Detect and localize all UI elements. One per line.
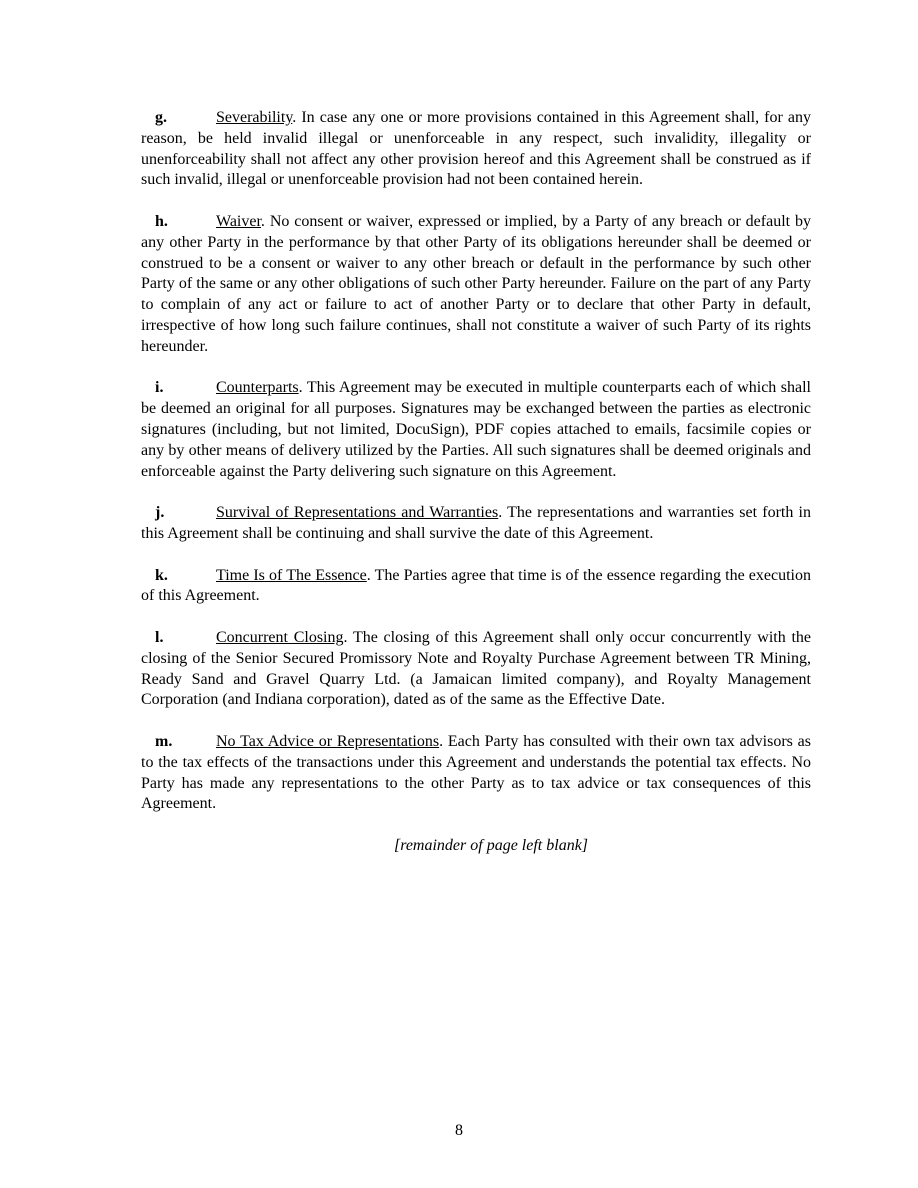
section-title: Concurrent Closing (216, 628, 344, 646)
section-title: No Tax Advice or Representations (216, 732, 440, 750)
section-time-essence (141, 566, 811, 608)
section-text: . In case any one or more provisions contained in this Agreement shall, for any reason, be held invalid illegal or unenforceable in any respect, such invalidity, illegality or unenforceability shall not affect any other provision hereof and this Agreement shall be construed as if such invalid, illegal or unenforceable provision had not been contained herein. (141, 109, 811, 189)
section-counterparts (141, 378, 811, 482)
section-letter: j. (155, 504, 165, 522)
section-text: . The Parties agree that time is of the essence regarding the execution of this Agreement. (141, 566, 812, 605)
section-letter: h. (155, 212, 168, 230)
section-text: . The representations and warranties set forth in this Agreement shall be continuing and shall survive the date of this Agreement. (141, 504, 811, 542)
section-text: . Each Party has consulted with their own tax advisors as to the tax effects of the transactions under this Agreement and understands the potential tax effects. No Party has made any representations to the other Party as to tax advice or tax consequences of this Agreement. (141, 732, 812, 813)
section-waiver (141, 212, 811, 358)
section-text: . No consent or waiver, expressed or implied, by a Party of any breach or default by any other Party in the performance by that other Party of its obligations hereunder shall be deemed or construed to be a consent or waiver to any other breach or default in the performance by such other Party of the same or any other obligations of such other Party hereunder. Failure on the part of any Party to complain of any act or failure to act of another Party or to declare that other Party in default, irrespective of how long such failure continues, shall not constitute a waiver of such Party of its rights hereunder. (141, 212, 811, 355)
section-letter: l. (155, 628, 164, 646)
document-body (141, 108, 811, 873)
section-no-tax-advice (141, 732, 811, 815)
section-letter: k. (155, 566, 168, 584)
page-number: 8 (455, 1122, 463, 1139)
section-title: Survival of Representations and Warranties (216, 504, 499, 522)
section-letter: m. (155, 732, 173, 750)
section-text: . This Agreement may be executed in multiple counterparts each of which shall be deemed an original for all purposes. Signatures may be exchanged between the parties as electronic signatures (including, but not limited, DocuSign), PDF copies attached to emails, facsimile copies or any by other means of delivery utilized by the Parties. All such signatures shall be deemed originals and enforceable against the Party delivering such signature on this Agreement. (141, 379, 811, 480)
section-severability (141, 108, 811, 191)
section-title: Severability (216, 109, 293, 126)
section-letter: g. (155, 109, 167, 126)
remainder-note: [remainder of page left blank] (393, 836, 589, 854)
section-title: Counterparts (216, 379, 299, 397)
section-letter: i. (155, 379, 164, 397)
section-concurrent-closing (141, 628, 811, 711)
section-title: Waiver (216, 212, 261, 230)
section-text: . The closing of this Agreement shall only occur concurrently with the closing of the Senior Secured Promissory Note and Royalty Purchase Agreement between TR Mining, Ready Sand and Gravel Quarry Ltd. (a Jamaican limited company), and Royalty Management Corporation (and Indiana corporation), dated as of the same as the Effective Date. (141, 628, 812, 709)
section-title: Time Is of The Essence (216, 566, 367, 584)
section-survival (141, 503, 811, 545)
